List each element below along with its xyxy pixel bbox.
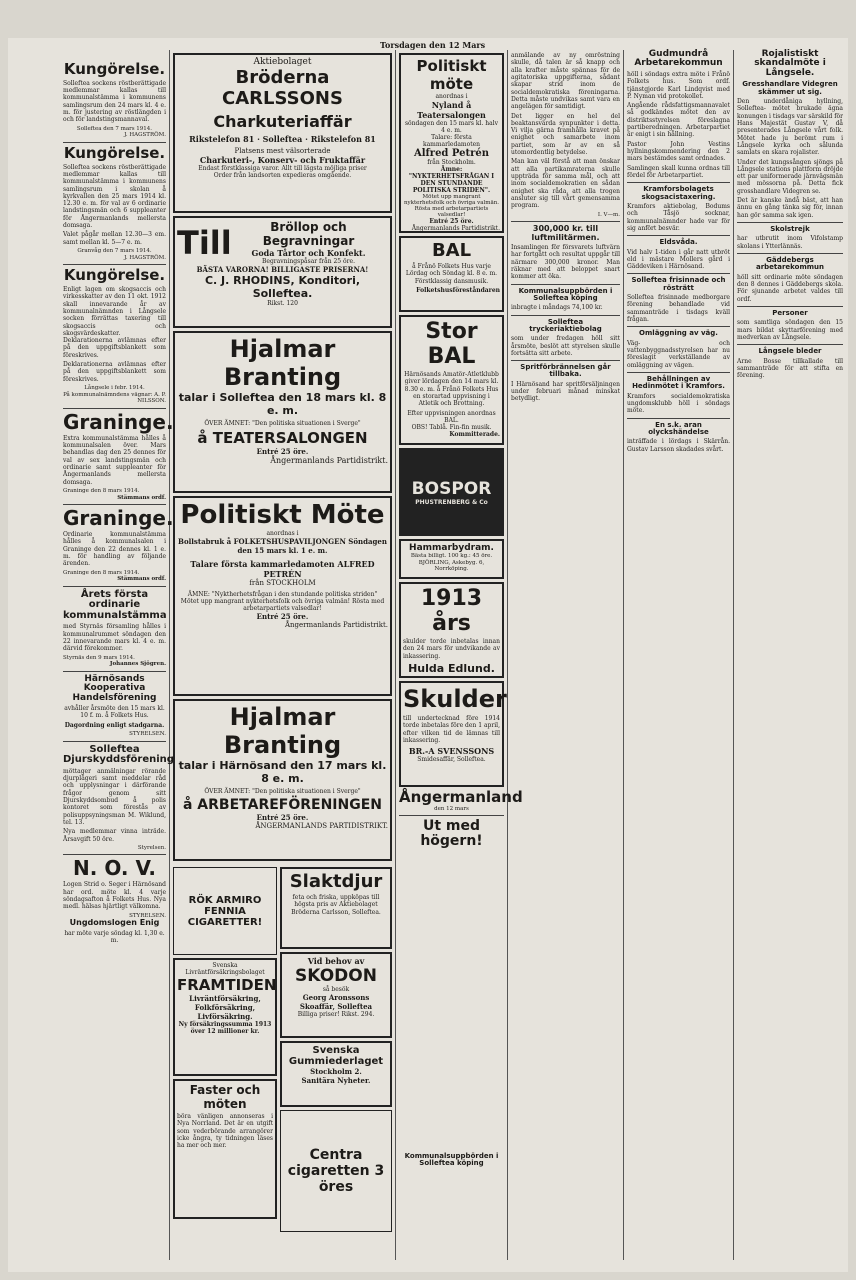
ad-headline: BAL (431, 240, 472, 261)
article-heading: Personer (772, 308, 808, 317)
notice-date: Graninge den 8 mars 1914. (63, 487, 140, 494)
article-heading: Kommunalsuppbörden i Solleftea köping (518, 286, 613, 302)
ad-text: Härnösands Amatör-Atletklubb giver lördagen den 14 mars kl. 8.30 e. m. å Frånö Folkets Hus en storartad uppvisning i Atletik och Brottning. (404, 371, 499, 408)
notice-text: Ordinarie kommunalstämma hålles å kommunalsalen i Graninge den 22 dennes kl. 1 e. m. för handling av följande ärenden. (63, 531, 166, 568)
ad-text: Entré 25 öre. (429, 218, 474, 225)
notice-heading: Solleftea Djurskyddsförening (63, 743, 174, 766)
politiskt-mote-bollsta-ad (173, 496, 392, 696)
article-body-filler (399, 851, 504, 1151)
ad-text: Svenska Livräntförsäkringsbolaget (185, 962, 265, 976)
ad-text: Bästa billigt. 100 kg.: 45 öre. BJÖRLING, Askebyg. 6, Norrköping. (410, 553, 493, 573)
carlssons-ad (173, 53, 392, 213)
gummi-ad (280, 1041, 392, 1107)
divider (627, 273, 730, 274)
notice-text: Deklarationerna avlämnas efter på den uppgiftsblankett som föreskrives. (63, 361, 166, 383)
ad-headline: Bröderna CARLSSONS (222, 67, 343, 109)
ad-headline: Politiskt möte (416, 57, 487, 93)
rhodins-ad (173, 216, 392, 328)
ad-text: å Frånö Folkets Hus varje Lördag och Söndag kl. 8 e. m. Förstklassig dansmusik. (405, 263, 498, 285)
article-text: Kramfors aktiebolag, Bodums och Tåsjö socknar, kommunalnämnder hade var för sig anfört besvär. (627, 202, 730, 232)
article-heading: Gäddebergs arbetarekommun (755, 255, 825, 272)
ad-headline: Till (177, 223, 232, 262)
ad-text: från Stockholm. (427, 159, 476, 166)
article-text: Vid halv 1-tiden i går natt utbröt eld i mästare Mollers gård i Gäddeviken i Härnösand. (627, 248, 730, 271)
article-text: höll i söndags extra möte i Frånö Folkets hus. Som ordf. tjänstgjorde Karl Lindqvist med P. Nyman vid protokollet. (627, 70, 730, 100)
ad-text: Endast förstklassiga varor. Allt till lägsta möjliga priser (198, 165, 367, 172)
notice-signature: STYRELSEN. (129, 731, 166, 738)
divider (399, 815, 504, 816)
article-text: Insamlingen för försvarets luftvärn har fortgått och resultat uppgår till närmare 300,000 kronor. Man räknar med att beloppet snart kommer att öka. (511, 243, 620, 281)
column-notices (60, 50, 174, 1260)
ad-headline: C. J. RHODINS, Konditori, Solleftea. (204, 274, 361, 300)
divider (627, 372, 730, 373)
notice-text: Logen Strid o. Seger i Härnösand har ord. möte kl. 4 varje söndagsafton å Folkets Hus. Nya medl. hälsas hjärtligt välkomna. (63, 881, 166, 911)
notice-heading: Härnösands Kooperativa Handelsförening (72, 673, 157, 703)
divider (511, 284, 620, 285)
notice-text: Solleftea sockens röstberättigade medlemmar kallas till kommunalstämma i kommunens samlingsrum den 24 mars kl. 4 e. m. för justering av röstlängden i och för landstingsmannaval. (63, 79, 166, 124)
ad-text: Mötet upp mangrant nykterhetsfolk och övriga valmän. Rösta med arbetarpartiets valsedlar! (403, 194, 500, 218)
ad-text: Ämne: "NYKTERHETSFRÅGAN I DEN STUNDANDE POLITISKA STRIDEN". (408, 166, 495, 194)
ad-text: Stockholm 2. (310, 1067, 362, 1076)
article-date: den 12 mars (434, 805, 469, 812)
article-text: Angående rådsfattigsmannavalet så godkändes mötet den av distriktsstyrelsen föreslagna partiberedningen. Arbetarpartiet är enigt i sin hållning. (627, 102, 730, 139)
notice-heading: Årets första ordinarie kommunalstämma (63, 588, 167, 621)
divider (63, 504, 166, 505)
notice-date: Långsele i febr. 1914. (84, 385, 145, 391)
article-heading: Kommunalsuppbörden i Solleftea köping (404, 1151, 499, 1168)
ad-text: Hulda Edlund. (408, 661, 495, 675)
ad-headline: Skulder (403, 685, 507, 713)
ad-text: Georg Aronssons Skoaffär, Solleftea (299, 993, 373, 1011)
article-heading: Ångermanland (399, 788, 523, 806)
notice-signature: Stämmans ordf. (117, 494, 166, 501)
notice-text: Extra kommunalstämma hålles å kommunalsalen över. Mars behandlas dag den 25 dennes för val av sex landstingsmän och ordinarie samt suppleanter för Ångermanlands mellersta domsaga. (63, 434, 166, 486)
ad-headline: å ARBETAREFÖRENINGEN (182, 797, 383, 813)
article-text: Man kan väl förstå att man önskar att alla partikamraterna skulle uppträda för samma mål, och att inom socialdemokratien en sådan enighet ska råda, att alla trogen ansluter sig till vårt gemensamma program. (511, 158, 620, 210)
ad-headline: å TEATERSALONGEN (197, 429, 368, 447)
divider (737, 344, 843, 345)
ad-column-right (280, 864, 392, 1235)
ad-text: Order från landsorten expedieras omgående. (213, 172, 352, 179)
divider (511, 315, 620, 316)
ad-text: Ångermanlands Partidistrikt. (411, 225, 500, 232)
ad-headline: Svenska Gummiederlaget (288, 1045, 384, 1067)
1913-skulder-ad (399, 582, 504, 678)
ad-headline: Hjalmar Branting (223, 335, 342, 391)
divider (737, 222, 843, 223)
divider (63, 408, 166, 409)
ad-text: Platsens mest välsorterade (234, 147, 331, 155)
bospor-ad (399, 448, 504, 536)
article-heading: Gudmundrå Arbetarekommun (634, 49, 723, 69)
divider (511, 221, 620, 222)
divider (627, 182, 730, 183)
ad-text: Billiga priser! Rikst. 294. (297, 1011, 375, 1018)
skulder-ad (399, 681, 507, 787)
article-text: Pastor John Vestins hyllningskommendering den 2 mars bestämdes samt ordnades. (627, 140, 730, 163)
article-text: Samlingen skall kunna ordnas till fördel för Arbetarpartiet. (627, 164, 730, 179)
column-ads (170, 50, 396, 1260)
article-heading: Solleftea tryckeriaktiebolag (529, 317, 602, 333)
notice-heading: Graninge. (63, 506, 174, 531)
ad-text: Entré 25 öre. (256, 612, 309, 621)
article-heading: Solleftea frisinnade och rösträtt (631, 276, 726, 292)
armiro-ad: RÖK ARMIRO FENNIA CIGARETTER! (173, 867, 277, 955)
ad-headline: SKODON (295, 966, 377, 986)
faster-moten-ad (173, 1079, 277, 1219)
ad-text: feta och friska, uppköpas till högsta pris av Aktiebolaget Bröderna Carlsson, Solleftea. (291, 894, 381, 916)
divider (737, 306, 843, 307)
article-text: Arne Bosse tillkallade till sammanträde för att stifta en förening. (737, 357, 843, 380)
ad-text: Rikst. 120 (267, 300, 298, 307)
notice-text: Valet pågår mellan 12.30—3 em. samt mellan kl. 5—7 e. m. (63, 231, 166, 246)
ad-headline: Faster och möten (189, 1083, 261, 1111)
notice-text: Solleftea sockens röstberättigade medlemmar kallas till kommunalstämma i kommunens samlingsrum i skolan å kyrkvallen den 25 mars 1914 kl. 12.30 e. m. för val av 6 ordinarie landstingsmän och 6 suppleanter för Ångermanlands mellersta domsaga. (63, 163, 166, 230)
ad-headline: Charkuteriaffär (213, 112, 352, 131)
notice-text: Dagordning enligt stadgarna. (64, 721, 165, 729)
ad-text: anordnas i (435, 93, 468, 100)
notice-signature: J. HAGSTRÖM. (124, 254, 166, 261)
ad-text: från STOCKHOLM (249, 579, 316, 587)
article-text: Under det kungssången sjöngs på Långsele stations plattform dröjde ett par uniformerade järnvägsmän med mössorna på. Detta fick grosshandlare Videgren se. (737, 158, 843, 195)
ad-text: talar i Härnösand den 17 mars kl. 8 e. m. (178, 759, 387, 785)
article-heading: Långsele bleder (758, 347, 822, 356)
notice-heading: N. O. V. (73, 856, 156, 881)
ad-headline: BOSPOR (411, 478, 492, 499)
divider (627, 418, 730, 419)
ad-text: talar i Solleftea den 18 mars kl. 8 e. m. (178, 391, 387, 417)
notice-signature: Stämmans ordf. (117, 576, 166, 583)
notice-date: Granvåg den 7 mars 1914. (77, 248, 152, 254)
article-text: höll sitt ordinarie möte söndagen den 8 dennes i Gäddebergs skola. För sjunande arbetet valdes till ordf. (737, 273, 843, 303)
article-heading: En s.k. aran olyckshändelse (648, 420, 709, 436)
article-text: Solleftea frisinnade medborgare förening behandlade vid sammanträde i tisdags kväll frågan. (627, 294, 730, 324)
article-heading: Spritförbrännelsen går tillbaka. (520, 363, 611, 379)
framtiden-ad (173, 958, 277, 1076)
article-heading: Behållningen av Hedinmötet i Kramfors. (632, 375, 725, 391)
ad-text: så besök (322, 986, 350, 993)
article-heading: Skolstrejk (770, 225, 810, 233)
article-text: Kramfors socialdemokratiska ungdomsklubb höll i söndags möte. (627, 392, 730, 415)
notice-signature: På kommunalnämndens vägnar: A. P. NILSSON. (63, 391, 166, 405)
article-text: inbragte i måndags 74,100 kr. (511, 304, 603, 312)
article-heading: Eldsvåda. (659, 238, 698, 247)
notice-heading: Ungdomslogen Enig (69, 918, 160, 928)
divider (63, 854, 166, 855)
ad-text: Vid behov av (307, 956, 365, 966)
politiskt-mote-nyland-ad (399, 53, 504, 233)
notice-text: Enligt lagen om skogsaccis och virkesskatter av den 11 okt. 1912 skall innevarande år av kommunalnämnden i Långsele socken förrättas taxering till skogsaccis och skogsvärdeskatter. Deklarationerna avlämnas efter på den uppgiftsblankett som föreskrives. (63, 285, 166, 359)
ad-text: Efter uppvisningen anordnas BAL. (407, 409, 496, 424)
ad-text: söndagen den 15 mars kl. halv 4 e. m. (404, 120, 499, 134)
ad-text: Ångermanlands Partidistrikt. (284, 621, 388, 629)
notice-heading: Kungörelse. (63, 266, 166, 285)
divider (737, 253, 843, 254)
ad-row (173, 864, 392, 1235)
article-heading: Rojalistiskt skandalmöte i Långsele. (754, 49, 826, 78)
ad-headline: Hammarbydram. (409, 543, 494, 553)
ad-text: ÄMNE: "Nyktherhetsfrågan i den stundande politiska striden" (187, 591, 378, 598)
article-text: Det är kanske ändå bäst, att han ännu en gång tänka sig för, innan han gör samma sak igen. (737, 197, 843, 219)
article-heading: Kramforsbolagets skogsacistaxering. (641, 185, 716, 201)
ad-headline: Hjalmar Branting (223, 703, 342, 759)
article-text: har utbrutit inom Vifolstamp skolans i Ytterlännäs. (737, 235, 843, 250)
notice-heading: Kungörelse. (63, 143, 166, 162)
divider (511, 360, 620, 361)
ad-text: Bollstabruk å FOLKETSHUSPAVILJONGEN Söndagen den 15 mars kl. 1 e. m. (178, 537, 387, 555)
article-text: Väg- och vattenbyggnadsstyrelsen har nu föreslagit verkställande av omläggning av vägen. (627, 339, 730, 369)
article-subheading: Gresshandlare Videgren skämmer ut sig. (742, 80, 838, 96)
notice-date: Styrnäs den 9 mars 1914. (63, 654, 135, 661)
article-text: Den underdåniga hyllning, Solleftea- mötet brukade ägna konungen i tisdags var särskild för Hans Majestät Gustav V, då presenterades Långsele vårt folk. Mötet hade ju berömt rum i Långsele kyrka och sålunda samlats en skara rojalister. (737, 98, 843, 157)
ad-text: Entré 25 öre. (256, 813, 309, 822)
ad-headline: 1913 års (420, 586, 483, 636)
divider (627, 235, 730, 236)
divider (63, 586, 166, 587)
ad-text: anordnas i (266, 530, 299, 537)
notice-signature: Styrelsen. (137, 844, 166, 851)
ad-text: Charkuteri-, Konserv- och Fruktaffär (199, 155, 366, 165)
divider (63, 741, 166, 742)
notice-text: med Styrnäs församling hålles i kommunalrummet söndagen den 22 innevarande mars kl. 4 e. m. därvid förekommer. (63, 623, 166, 653)
notice-signature: Johannes Sjögren. (109, 661, 166, 668)
article-heading: Omläggning av väg. (639, 329, 718, 338)
ad-text: till undertecknad före 1914 torde inbetalas före den 1 april, efter vilken tid de lämnas till inkassering. (403, 715, 500, 744)
notice-date: Solleftea den 7 mars 1914. (76, 125, 153, 132)
article-text: som under fredagen höll sitt årsmöte, beslöt att styrelsen skulle fortsätta sitt arbete. (511, 335, 620, 357)
ad-text: Talare: första kammarledamoten (422, 134, 481, 148)
ad-headline: Bröllop och Begravningar (262, 220, 355, 248)
ad-text: Talare första kammarledamoten ALFRED PETRÉN (190, 559, 375, 579)
ad-text: Begravningspåsar från 25 öre. (262, 258, 355, 265)
ad-text: ÖVER ÄMNET: "Den politiska situationen i Sverge" (204, 420, 361, 427)
ad-text: BÄSTA VARORNA! BILLIGASTE PRISERNA! (196, 265, 369, 274)
article-heading: 300,000 kr. till luftmilitärmen. (531, 224, 600, 242)
ad-text: Nyland å Teatersalongen (417, 100, 486, 120)
article-text: I Härnösand har spritförsäljningen under februari månad minskat betydligt. (511, 380, 620, 403)
ad-text: Ny försäkringssumma 1913 över 12 millioner kr. (178, 1021, 272, 1035)
notice-text: avhåller årsmöte den 15 mars kl. 10 f. m. å Folkets Hus. (64, 705, 165, 720)
ad-text: Kommitterade. (449, 430, 500, 438)
column-local-news (624, 50, 734, 1260)
stor-bal-ad (399, 315, 504, 445)
column-meetings (396, 50, 523, 1260)
article-text: Det ligger en hel del beaktansvärda synpunkter i detta. Vi vilja gärna framhålla kravet på enighet och samarbete inom partiet, som är av en så utomordentlig betydelse. (511, 112, 620, 157)
branting-sollefteå-ad (173, 331, 392, 493)
ad-text: böra vänligen annonseras i Nya Norrland. Det är en utgift som vederbörande arrangörer icke ångra, ty tidningen läses ha mer och mer. (177, 1113, 273, 1150)
notice-text: Nya medlemmar vinna inträde. Årsavgift 50 öre. (63, 828, 166, 843)
ad-headline: Stor BAL (425, 319, 478, 369)
column-politics (734, 50, 846, 1260)
article-text: anmälande av ny omröstning skulle, då talen är så knapp och alla krafter måste spännas för de agitatoriska uppgifterna, sådant skapar strid inom de socialdemokratiska föreningarna. Detta måste undvikas samt vara en angelägen för samtidigt. (511, 52, 620, 111)
ad-text: Livräntförsäkring, Folkförsäkring, Livförsäkring. (189, 994, 261, 1021)
divider (627, 326, 730, 327)
article-text: inträffade i lördags i Skärrån. Gustav Larsson skadades svårt. (627, 438, 730, 453)
ad-text: Folketshusföreståndaren (416, 286, 500, 294)
ad-text: Alfred Petrén (413, 148, 490, 159)
divider (63, 142, 166, 143)
divider (63, 671, 166, 672)
notice-signature: STYRELSEN. (129, 912, 166, 919)
notice-text: har möte varje söndag kl. 1,30 e. m. (64, 929, 165, 944)
notice-heading: Kungörelse. (63, 60, 166, 78)
branting-harnosand-ad (173, 699, 392, 861)
divider (63, 264, 166, 265)
ad-column-left (173, 864, 277, 1235)
ad-text: PHUSTRENBERG & Co (415, 498, 488, 506)
column-articles (508, 50, 624, 1260)
centra-ad: Centra cigaretten 3 öres (280, 1110, 392, 1232)
ad-headline: Slaktdjur (289, 871, 383, 892)
article-signature: I. V—m. (597, 211, 620, 218)
ad-text: Smidesaffär, Solleftea. (417, 756, 486, 764)
slaktdjur-ad (280, 867, 392, 949)
ad-text: ÖVER ÄMNET: "Den politiska situationen i Sverge" (204, 788, 361, 795)
notice-text: möttager anmälningar rörande djurplågeri samt meddelar råd och upplysningar i därförande frågor genom sitt Djurskyddsombud å polis kontoret som förestås av polisuppsyningsman M. Wiklund, tel. 13. (63, 767, 166, 826)
ad-text: Aktiebolaget (253, 57, 312, 67)
notice-heading: Graninge. (63, 409, 174, 434)
ad-text: Entré 25 öre. (256, 447, 309, 456)
ad-text: OBS! Tablå. Fin-fin musik. (411, 423, 492, 431)
ad-text: Mötet upp mangrant nykterhetsfolk och övriga valmän! Rösta med arbetarpartiets valsedlar! (180, 598, 385, 612)
issue-date: Torsdagen den 12 Mars (380, 40, 486, 50)
ad-text: Sanitära Nyheter. (301, 1076, 371, 1085)
ad-headline: Politiskt Möte (180, 500, 385, 530)
article-heading: Ut med högern! (420, 818, 483, 850)
ad-headline: FRAMTIDEN (177, 976, 277, 994)
notice-signature: J. HAGSTRÖM. (124, 132, 166, 139)
notice-date: Graninge den 8 mars 1914. (63, 569, 140, 576)
ad-text: skulder torde inbetalas innan den 24 mars för undvikande av inkassering. (403, 638, 500, 660)
hammarby-ad (399, 539, 504, 579)
article-text: som samtliga söndagen den 15 mars bildat skyttarförening med medverkan av Långsele. (737, 319, 843, 341)
ad-text: Ångermanlands Partidistrikt. (270, 456, 388, 465)
bal-ad (399, 236, 504, 312)
skodon-ad (280, 952, 392, 1038)
ad-text: BR.-A SVENSSONS (408, 746, 495, 757)
ad-text: ÅNGERMANLANDS PARTIDISTRIKT. (255, 822, 388, 830)
ad-text: Rikstelefon 81 · Solleftea · Rikstelefon 81 (189, 134, 376, 144)
ad-text: Goda Tårtor och Konfekt. (251, 248, 366, 258)
